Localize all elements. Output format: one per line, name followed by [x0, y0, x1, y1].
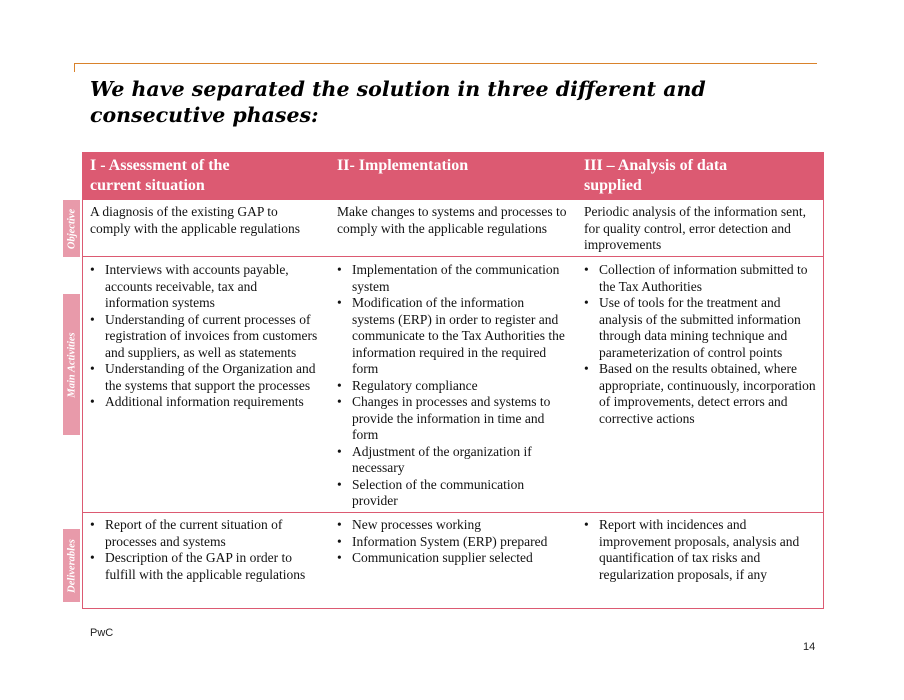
table-right-border [823, 200, 824, 609]
main-activities-row [82, 257, 824, 513]
phase-1-heading: I - Assessment of the current situation [90, 157, 230, 194]
list-item: • Report with incidences and improvement proposals, analysis and quantification of tax risks and regularization proposals, if any [584, 517, 816, 583]
list-item: • Changes in processes and systems to provide the information in time and form [337, 394, 568, 444]
side-tab-main-activities [63, 294, 80, 435]
list-item: • Information System (ERP) prepared [337, 534, 568, 551]
list-item: • Modification of the information systems (ERP) in order to register and communicate to the Tax Authorities the information required in the required form [337, 295, 568, 378]
top-rule [74, 63, 817, 64]
phases-table [82, 152, 824, 609]
list-item: • Based on the results obtained, where appropriate, continuously, incorporation of improvements, detect errors and corrective actions [584, 361, 816, 427]
table-left-border [82, 200, 83, 609]
objective-cell-3: Periodic analysis of the information sent, for quality control, error detection and improvements [584, 204, 806, 252]
top-rule-tick [74, 63, 75, 72]
list-item: • Regulatory compliance [337, 378, 568, 395]
objective-cell-1: A diagnosis of the existing GAP to comply with the applicable regulations [90, 204, 300, 236]
list-item: • Understanding of current processes of registration of invoices from customers and suppliers, as well as statements [90, 312, 321, 362]
phase-3-heading: III – Analysis of data supplied [584, 157, 728, 194]
list-item: • New processes working [337, 517, 568, 534]
side-tab-deliverables [63, 529, 80, 602]
list-item: • Understanding of the Organization and the systems that support the processes [90, 361, 321, 394]
list-item: • Use of tools for the treatment and analysis of the submitted information through data mining technique and parameterization of control points [584, 295, 816, 361]
deliverables-cell-2 [329, 513, 576, 608]
deliverables-cell-3 [576, 513, 824, 608]
phase-2-heading: II- Implementation [337, 157, 469, 174]
main-activities-cell-1 [82, 257, 329, 512]
list-item: • Implementation of the communication system [337, 262, 568, 295]
footer-brand: PwC [90, 627, 114, 639]
slide-title: We have separated the solution in three different and consecutive phases: [90, 77, 706, 127]
side-tab-objective-label: Objective [66, 208, 77, 249]
list-item: • Report of the current situation of processes and systems [90, 517, 321, 550]
page-number: 14 [803, 641, 816, 653]
deliverables-row [82, 513, 824, 609]
side-tab-main-activities-label: Main Activities [66, 331, 77, 398]
main-activities-cell-3 [576, 257, 824, 512]
table-header-row [82, 152, 824, 200]
list-item: • Additional information requirements [90, 394, 321, 411]
list-item: • Interviews with accounts payable, accounts receivable, tax and information systems [90, 262, 321, 312]
side-tab-deliverables-label: Deliverables [66, 538, 77, 593]
side-tab-objective [63, 200, 80, 257]
objective-cell-2: Make changes to systems and processes to comply with the applicable regulations [337, 204, 567, 236]
deliverables-cell-1 [82, 513, 329, 608]
objective-row [82, 200, 824, 257]
list-item: • Description of the GAP in order to fulfill with the applicable regulations [90, 550, 321, 583]
list-item: • Communication supplier selected [337, 550, 568, 567]
list-item: • Collection of information submitted to the Tax Authorities [584, 262, 816, 295]
main-activities-cell-2 [329, 257, 576, 512]
list-item: • Adjustment of the organization if necessary [337, 444, 568, 477]
list-item: • Selection of the communication provider [337, 477, 568, 510]
